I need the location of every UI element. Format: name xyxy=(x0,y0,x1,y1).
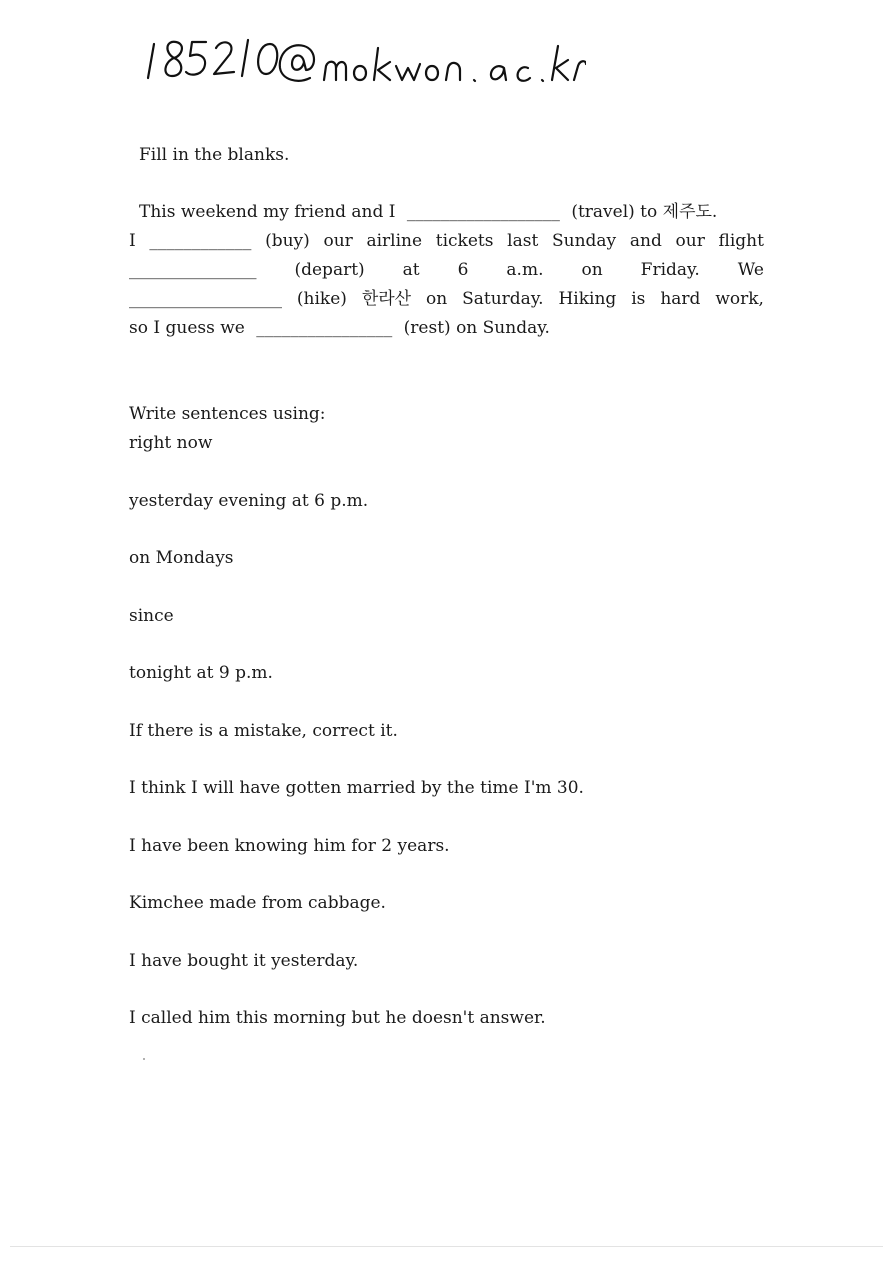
word: Sunday xyxy=(552,231,617,251)
word: Friday. xyxy=(640,260,700,280)
word: Saturday. xyxy=(462,289,544,309)
word: (hike) xyxy=(296,289,347,309)
prompt-item: tonight at 9 p.m. xyxy=(129,663,273,683)
correction-item: I have bought it yesterday. xyxy=(129,951,359,971)
word: We xyxy=(737,260,764,280)
blank-hike[interactable]: __________________ xyxy=(129,289,282,309)
correction-item: I have been knowing him for 2 years. xyxy=(129,836,450,856)
word: Hiking xyxy=(558,289,617,309)
word: airline xyxy=(366,231,423,251)
paragraph-text: This weekend my friend and I xyxy=(139,202,396,222)
word: at xyxy=(402,260,420,280)
prompt-item: on Mondays xyxy=(129,548,234,568)
word: (buy) xyxy=(265,231,310,251)
word: on xyxy=(581,260,603,280)
paragraph-line-5 xyxy=(129,317,550,339)
page-edge-divider xyxy=(10,1246,883,1247)
paragraph-line-4 xyxy=(129,288,764,310)
blank-buy[interactable]: ____________ xyxy=(149,231,252,251)
correction-item: I think I will have gotten married by the time I'm 30. xyxy=(129,778,584,798)
correction-item: I called him this morning but he doesn't answer. xyxy=(129,1008,546,1028)
blank-travel[interactable]: __________________ xyxy=(406,202,560,222)
prompt-item: yesterday evening at 6 p.m. xyxy=(129,491,369,511)
paragraph-text: (rest) on Sunday. xyxy=(403,318,550,338)
word: our xyxy=(675,231,705,251)
word: is xyxy=(631,289,646,309)
word: tickets xyxy=(435,231,494,251)
word: I xyxy=(129,231,136,251)
instruction-fill-blanks: Fill in the blanks. xyxy=(139,145,290,165)
blank-rest[interactable]: ________________ xyxy=(256,318,393,338)
paragraph-text: (travel) to 제주도. xyxy=(571,202,718,222)
correction-item: Kimchee made from cabbage. xyxy=(129,893,386,913)
word: (depart) xyxy=(294,260,365,280)
word: on xyxy=(426,289,448,309)
paragraph-text: so I guess we xyxy=(129,318,245,338)
word: flight xyxy=(718,231,764,251)
word: a.m. xyxy=(506,260,544,280)
word: work, xyxy=(715,289,764,309)
handwritten-email xyxy=(146,30,586,90)
scan-speck xyxy=(143,1058,145,1060)
paragraph-line-2 xyxy=(129,230,764,252)
instruction-write-sentences: Write sentences using: xyxy=(129,404,326,424)
word: our xyxy=(323,231,353,251)
paragraph-line-3 xyxy=(129,259,764,281)
handwriting-drawing xyxy=(146,30,586,90)
instruction-correct-mistakes: If there is a mistake, correct it. xyxy=(129,721,398,741)
blank-depart[interactable]: _______________ xyxy=(129,260,257,280)
word: last xyxy=(507,231,539,251)
word: hard xyxy=(660,289,701,309)
paragraph-line-1 xyxy=(139,201,717,223)
word: 6 xyxy=(457,260,469,280)
prompt-item: right now xyxy=(129,433,213,453)
prompt-item: since xyxy=(129,606,174,626)
word: and xyxy=(629,231,662,251)
word: 한라산 xyxy=(361,289,412,309)
